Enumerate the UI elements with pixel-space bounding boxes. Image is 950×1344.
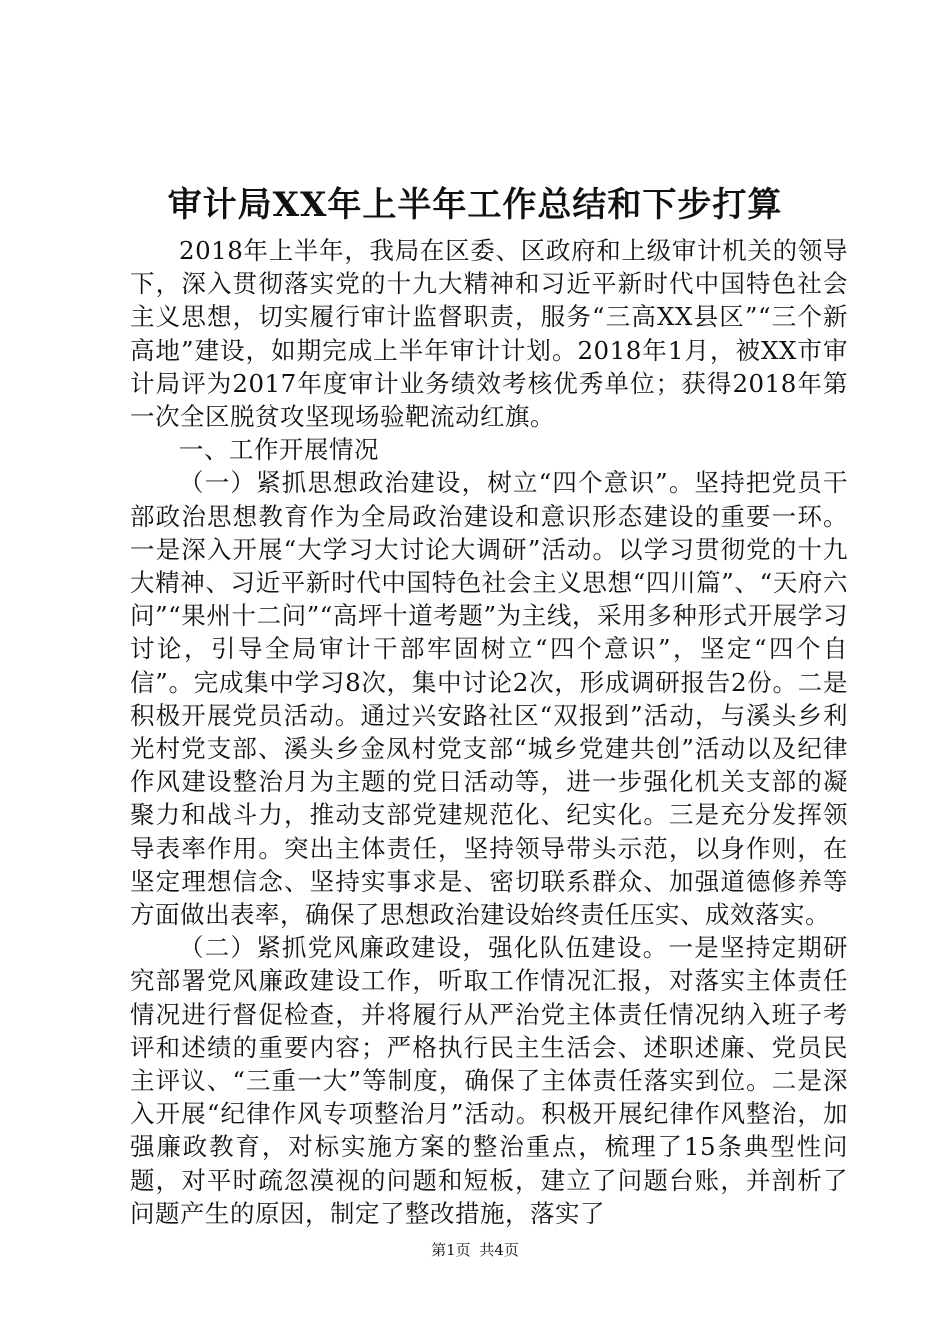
section-heading-work-progress: 一、工作开展情况 bbox=[179, 435, 379, 465]
document-title: 审计局XX年上半年工作总结和下步打算 bbox=[167, 185, 783, 225]
paragraph-intro: 2018年上半年，我局在区委、区政府和上级审计机关的领导下，深入贯彻落实党的十九大精神和习近平新时代中国特色社会主义思想，切实履行审计监督职责，服务“三高XX县区”“三个新高地”建设，如期完成上半年审计计划。2018年1月，被XX市审计局评为2017年度审计业务绩效考核优秀单位；获得2018年第一次全区脱贫攻坚现场验靶流动红旗。 bbox=[130, 236, 848, 432]
page-total: 共4页 bbox=[479, 1241, 519, 1259]
document-body bbox=[130, 234, 848, 1230]
page-footer bbox=[0, 1240, 950, 1260]
paragraph-political-building: （一）紧抓思想政治建设，树立“四个意识”。坚持把党员干部政治思想教育作为全局政治建设和意识形态建设的重要一环。一是深入开展“大学习大讨论大调研”活动。以学习贯彻党的十九大精神、习近平新时代中国特色社会主义思想“四川篇”、“天府六问”“果州十二问”“高坪十道考题”为主线，采用多种形式开展学习讨论，引导全局审计干部牢固树立“四个意识”，坚定“四个自信”。完成集中学习8次，集中讨论2次，形成调研报告2份。二是积极开展党员活动。通过兴安路社区“双报到”活动，与溪头乡利光村党支部、溪头乡金凤村党支部“城乡党建共创”活动以及纪律作风建设整治月为主题的党日活动等，进一步强化机关支部的凝聚力和战斗力，推动支部党建规范化、纪实化。三是充分发挥领导表率作用。突出主体责任，坚持领导带头示范，以身作则，在坚定理想信念、坚持实事求是、密切联系群众、加强道德修养等方面做出表率，确保了思想政治建设始终责任压实、成效落实。 bbox=[130, 468, 848, 930]
paragraph-clean-governance: （二）紧抓党风廉政建设，强化队伍建设。一是坚持定期研究部署党风廉政建设工作，听取工作情况汇报，对落实主体责任情况进行督促检查，并将履行从严治党主体责任情况纳入班子考评和述绩的重要内容；严格执行民主生活会、述职述廉、党员民主评议、“三重一大”等制度，确保了主体责任落实到位。二是深入开展“纪律作风专项整治月”活动。积极开展纪律作风整治，加强廉政教育，对标实施方案的整治重点，梳理了15条典型性问题，对平时疏忽漠视的问题和短板，建立了问题台账，并剖析了问题产生的原因，制定了整改措施，落实了 bbox=[130, 933, 848, 1228]
page-number: 第1页 bbox=[431, 1241, 471, 1259]
